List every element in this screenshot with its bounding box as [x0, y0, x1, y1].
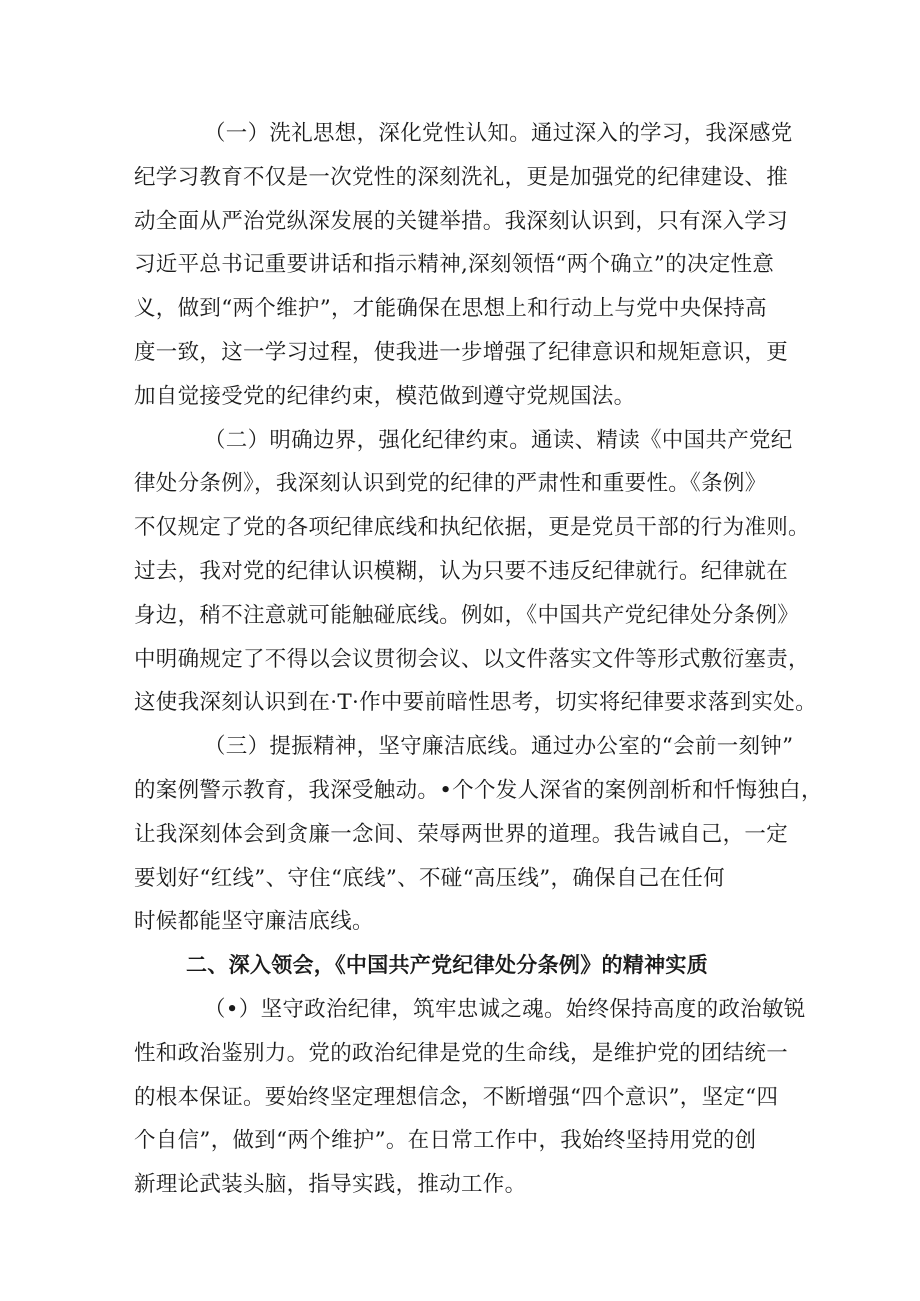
text-line: 中明确规定了不得以会议贯彻会议、以文件落实文件等形式敷衍塞责，	[134, 646, 810, 672]
text-line: 新理论武装头脑，指导实践，推动工作。	[134, 1172, 527, 1198]
text-line: （三）提振精神，坚守廉洁底线。通过办公室的“会前一刻钟”	[204, 734, 794, 760]
text-line: 这使我深刻认识到在·T·作中要前暗性思考，切实将纪律要求落到实处。	[134, 690, 817, 716]
text-line: 身边，稍不注意就可能触碰底线。例如，《中国共产党纪律处分条例》	[134, 602, 800, 628]
paragraph-2	[134, 419, 817, 726]
section-heading	[134, 944, 794, 988]
text-line: 义，做到“两个维护”，才能确保在思想上和行动上与党中央保持高	[134, 296, 767, 322]
text-line: 的根本保证。要始终坚定理想信念，不断增强“四个意识”，坚定“四	[134, 1084, 779, 1110]
text-line: 个自信”，做到“两个维护”。在日常工作中，我始终坚持用党的创	[134, 1128, 757, 1154]
text-line: 的案例警示教育，我深受触动。•个个发人深省的案例剖析和忏悔独白，	[134, 777, 823, 803]
text-line: （•）坚守政治纪律，筑牢忠诚之魂。始终保持高度的政治敏锐	[204, 996, 806, 1022]
paragraph-1	[134, 112, 794, 419]
section-heading-text: 二、深入领会，《中国共产党纪律处分条例》的精神实质	[186, 953, 708, 978]
text-line: 纪学习教育不仅是一次党性的深刻洗礼，更是加强党的纪律建设、推	[134, 164, 789, 190]
text-line: 时候都能坚守廉洁底线。	[134, 909, 374, 935]
text-line: 律处分条例》，我深刻认识到党的纪律的严肃性和重要性。《条例》	[134, 471, 767, 497]
text-line: 动全面从严治党纵深发展的关键举措。我深刻认识到，只有深入学习	[134, 208, 789, 234]
text-line: 让我深刻体会到贪廉一念间、荣辱两世界的道理。我告诫自己，一定	[134, 821, 789, 847]
document-body	[134, 112, 823, 1207]
text-line: 习近平总书记重要讲话和指示精神,深刻领悟“两个确立”的决定性意	[134, 252, 775, 278]
text-line: 度一致，这一学习过程，使我进一步增强了纪律意识和规矩意识，更	[134, 339, 789, 365]
text-line: 不仅规定了党的各项纪律底线和执纪依据，更是党员干部的行为准则。	[134, 515, 810, 541]
text-line: 过去，我对党的纪律认识模糊，认为只要不违反纪律就行。纪律就在	[134, 558, 789, 584]
text-line: （二）明确边界，强化纪律约束。通读、精读《中国共产党纪	[204, 427, 793, 453]
text-line: 要划好“红线”、守住“底线”、不碰“高压线”，确保自己在任何	[134, 865, 725, 891]
text-line: 性和政治鉴别力。党的政治纪律是党的生命线，是维护党的团结统一	[134, 1040, 789, 1066]
text-line: （一）洗礼思想，深化党性认知。通过深入的学习，我深感党	[204, 121, 793, 146]
paragraph-3	[134, 725, 823, 944]
text-line: 加自觉接受党的纪律约束，模范做到遵守党规国法。	[134, 383, 636, 409]
paragraph-4	[134, 988, 806, 1207]
